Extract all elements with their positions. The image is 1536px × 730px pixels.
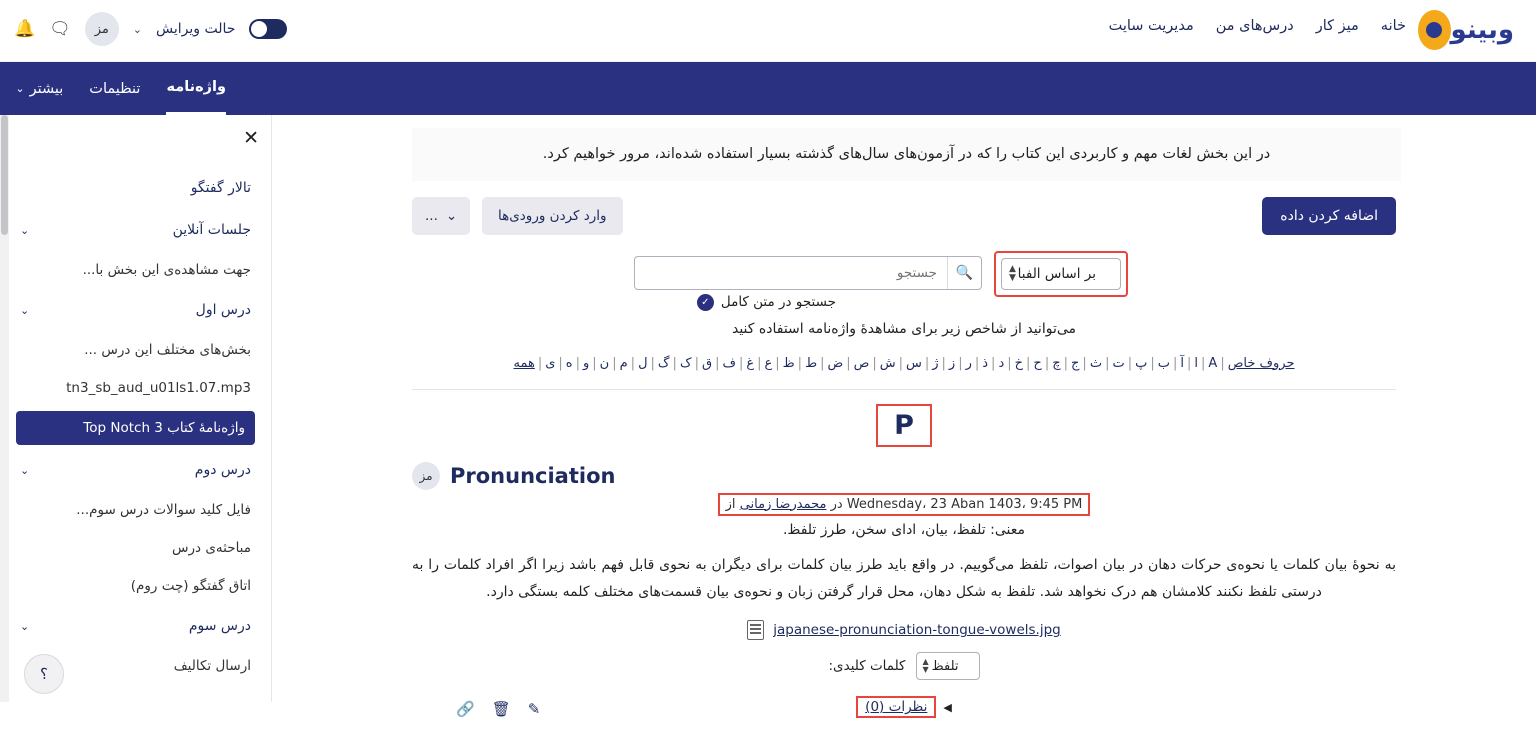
chevron-down-icon: ⌄ [15,82,25,95]
alpha-letter-se[interactable]: ث [1089,355,1103,371]
sidebar-item-label: بخش‌های مختلف این درس ... [84,342,251,358]
alpha-letter-be[interactable]: ب [1157,355,1170,371]
sidebar-item-glossary-active[interactable] [16,411,255,445]
alpha-letter-zal[interactable]: ذ [982,355,989,371]
sidebar-item-lesson-one[interactable] [16,289,255,331]
entry-action-icons [456,700,540,718]
entry-byline [718,493,1091,516]
sidebar-item-label: درس اول [195,302,251,318]
sidebar-item-lesson-three[interactable] [16,605,255,647]
entry-footer [412,696,1396,730]
sidebar-item-label: tn3_sb_aud_u01ls1.07.mp3 [66,380,251,396]
entry-meaning: معنی: تلفظ، بیان، ادای سخن، طرز تلفظ. [782,521,1026,538]
select-arrows-icon: ▲ ▼ [1009,263,1016,283]
chat-icon[interactable]: 🗨 [49,19,71,39]
chevron-down-icon: ⌄ [20,619,30,633]
letter-heading-wrap [272,404,1536,458]
fulltext-search-label: جستجو در متن کامل [720,294,836,311]
alpha-letter-dal[interactable]: د [998,355,1005,371]
entry-header [412,462,1396,490]
alpha-letter-gheyn[interactable]: غ [746,355,755,371]
chevron-down-icon: ⌄ [20,223,30,237]
glossary-entry [412,462,1396,730]
site-logo[interactable] [1418,8,1518,52]
course-index-drawer [0,115,272,702]
alpha-all-link[interactable]: همه [513,355,535,371]
sidebar-item-view-section[interactable] [16,251,255,289]
sidebar-item-lesson-one-parts[interactable] [16,331,255,369]
entry-attachment [412,620,1396,640]
byline-author-link[interactable]: محمدرضا زمانی [739,496,827,512]
edit-mode-label: حالت ویرایش [155,21,236,37]
secondary-nav-bar [0,62,1536,115]
letter-heading: P [876,404,932,447]
comments-highlight [856,696,936,718]
sidebar-item-label: مباحثه‌ی درس [172,540,251,556]
sidebar-item-chat-room[interactable] [16,567,255,605]
alpha-letter-zhe[interactable]: ژ [932,355,939,371]
secondary-nav-tabs [15,62,226,115]
alpha-letter-shin[interactable]: ش [879,355,896,371]
alpha-letter-lam[interactable]: ل [638,355,648,371]
more-actions-button[interactable] [412,197,470,235]
chevron-down-icon: ⌄ [20,303,30,317]
alpha-letter-te[interactable]: ت [1112,355,1125,371]
file-icon [747,620,764,640]
alpha-letter-aa[interactable]: آ [1180,355,1184,371]
edit-mode-toggle[interactable] [249,19,287,39]
logo-mark-icon [1418,10,1451,50]
alpha-special-link[interactable]: حروف خاص [1227,355,1295,371]
top-nav-item-1[interactable]: میز کار [1315,18,1359,34]
index-hint-text: می‌توانید از شاخص زیر برای مشاهدهٔ واژه‌نامه استفاده کنید [731,320,1077,337]
sidebar-item-label: جهت مشاهده‌ی این بخش با... [82,262,251,278]
keywords-select[interactable] [916,652,980,680]
byline-date: Wednesday، 23 Aban 1403، 9:45 PM [846,496,1083,512]
alpha-letter-fe[interactable]: ف [722,355,736,371]
bell-icon[interactable]: 🔔 [14,19,36,39]
tab-settings[interactable]: تنظیمات [89,80,141,97]
alpha-letter-kaf[interactable]: ک [679,355,692,371]
alpha-letter-ghaf[interactable]: ق [701,355,713,371]
alpha-letter-gaf[interactable]: گ [657,355,670,371]
search-input[interactable] [635,257,947,289]
top-nav-item-0[interactable]: خانه [1380,18,1406,34]
sidebar-item-lesson-two[interactable] [16,449,255,491]
sidebar-item-label: تالار گفتگو [190,180,251,196]
close-icon[interactable]: ✕ [243,127,259,149]
main-content [272,115,1536,719]
alpha-letter-za[interactable]: ظ [782,355,795,371]
logo-text: وبینو [1450,15,1514,45]
add-entry-button[interactable]: اضافه کردن داده [1262,197,1396,235]
glossary-search-row [412,251,1396,313]
glossary-intro-text: در این بخش لغات مهم و کاربردی این کتاب را که در آزمون‌های سال‌های گذشته بسیار استفاده شده‌اند، مرور خواهیم کرد. [412,128,1401,181]
alpha-letter-ye[interactable]: ی [545,355,556,371]
glossary-toolbar [412,197,1396,237]
alpha-letter-A[interactable]: A [1208,355,1218,371]
search-box[interactable] [634,256,982,290]
alpha-letter-khe[interactable]: خ [1014,355,1024,371]
top-nav-item-3[interactable]: مدیریت سایت [1108,18,1194,34]
alpha-letter-jim[interactable]: ج [1071,355,1080,371]
import-entries-button[interactable]: وارد کردن ورودی‌ها [482,197,623,235]
comments-caret-icon[interactable]: ◀ [943,700,952,714]
sort-select-highlight [994,251,1128,297]
alphabet-index: حروف خاص|A|ا|آ|ب|پ|ت|ث|ج|چ|ح|خ|د|ذ|ر|ز|ژ|س|ش|ص|ض|ط|ظ|ع|غ|ف|ق|ک|گ|ل|م|ن|و|ه|ی|همه [412,351,1396,390]
keywords-select-value: تلفظ [931,658,959,674]
entry-byline-wrap [412,493,1396,516]
byline-prefix: از [725,496,736,512]
keywords-label: کلمات کلیدی: [828,658,906,675]
edit-pencil-icon[interactable]: ✎ [527,700,541,719]
sidebar-item-label: درس سوم [188,618,251,634]
alpha-letter-he[interactable]: ح [1033,355,1042,371]
entry-body: به نحوهٔ بیان کلمات یا نحوه‌ی حرکات دهان در بیان اصوات، تلفظ می‌گوییم. در واقع باید طرز بیان کلمات برای دیگران به نحوی قابل فهم باشد زیرا اگر افراد کلمات را به درستی تلفظ نکنند کلامشان هم درک نخواهد شد. تلفظ به شکل دهان، محل قرار گرفتن زبان و نحوه‌ی بیان قسمت‌های مختلف کلمه بستگی دارد. [412,556,1396,600]
top-bar [0,0,1536,62]
alpha-letter-he2[interactable]: ه [565,355,573,371]
sidebar-item-lesson-discussion[interactable] [16,529,255,567]
sidebar-item-forum[interactable] [16,167,255,209]
top-nav [1109,18,1406,34]
alpha-letter-sin[interactable]: س [905,355,922,371]
sidebar-item-label: جلسات آنلاین [172,222,251,238]
search-icon[interactable]: 🔍 [947,257,981,289]
chevron-down-icon[interactable]: ⌄ [132,22,142,36]
top-nav-item-2[interactable]: درس‌های من [1215,18,1294,34]
alpha-letter-alef[interactable]: ا [1194,355,1199,371]
sidebar-item-online-sessions[interactable] [16,209,255,251]
alpha-letter-re[interactable]: ر [965,355,972,371]
link-chain-icon[interactable]: 🔗 [456,700,475,719]
help-button[interactable]: ؟ [24,654,64,694]
alpha-letter-sad[interactable]: ص [853,355,870,371]
tab-more[interactable] [15,62,63,115]
alpha-letter-vav[interactable]: و [583,355,590,371]
page-scrollbar[interactable] [0,115,9,702]
entry-title: Pronunciation [450,463,616,488]
sidebar-item-label: درس دوم [194,462,251,478]
delete-trash-icon[interactable]: 🗑 [491,700,511,719]
comments-link[interactable]: نظرات (0) [865,699,928,716]
alpha-letter-nun[interactable]: ن [599,355,610,371]
sidebar-item-label: فایل کلید سوالات درس سوم... [76,502,251,518]
entry-comments-wrap [412,696,1396,718]
alpha-letter-pe[interactable]: پ [1135,355,1148,371]
alpha-letter-ta[interactable]: ط [805,355,818,371]
avatar[interactable]: مز [412,462,440,490]
fulltext-search-option[interactable] [697,294,836,311]
chevron-down-icon: ⌄ [20,463,30,477]
byline-mid: در [830,496,843,512]
drawer-item-list [0,167,271,685]
alpha-letter-zad[interactable]: ض [827,355,844,371]
sidebar-item-label: ارسال تکالیف [173,658,251,674]
avatar[interactable]: مز [85,12,119,46]
sidebar-item-answer-key-file[interactable] [16,491,255,529]
more-actions-caret-icon: ⌄ [445,207,458,224]
page-scrollbar-thumb[interactable] [1,115,8,235]
alpha-letter-ze[interactable]: ز [948,355,956,371]
select-arrows-icon: ▲ ▼ [922,657,929,675]
alpha-letter-mim[interactable]: م [619,355,628,371]
tab-glossary[interactable]: واژه‌نامه [166,62,226,115]
entry-keywords [412,652,1396,680]
tab-more-label: بیشتر [29,80,64,97]
top-bar-tools [14,12,287,46]
sidebar-item-audio-file[interactable] [16,369,255,407]
sort-select[interactable] [1001,258,1121,290]
attachment-link[interactable]: japanese-pronunciation-tongue-vowels.jpg [773,622,1061,639]
fulltext-search-checkbox[interactable]: ✓ [697,294,714,311]
alpha-letter-che[interactable]: چ [1052,355,1061,371]
sidebar-item-label: اتاق گفتگو (چت روم) [130,578,251,594]
sidebar-item-label: واژه‌نامهٔ کتاب Top Notch 3 [83,420,245,436]
alpha-letter-eyn[interactable]: ع [764,355,773,371]
sort-select-value: بر اساس الفبا [1017,265,1096,282]
more-actions-label: ... [425,207,438,224]
